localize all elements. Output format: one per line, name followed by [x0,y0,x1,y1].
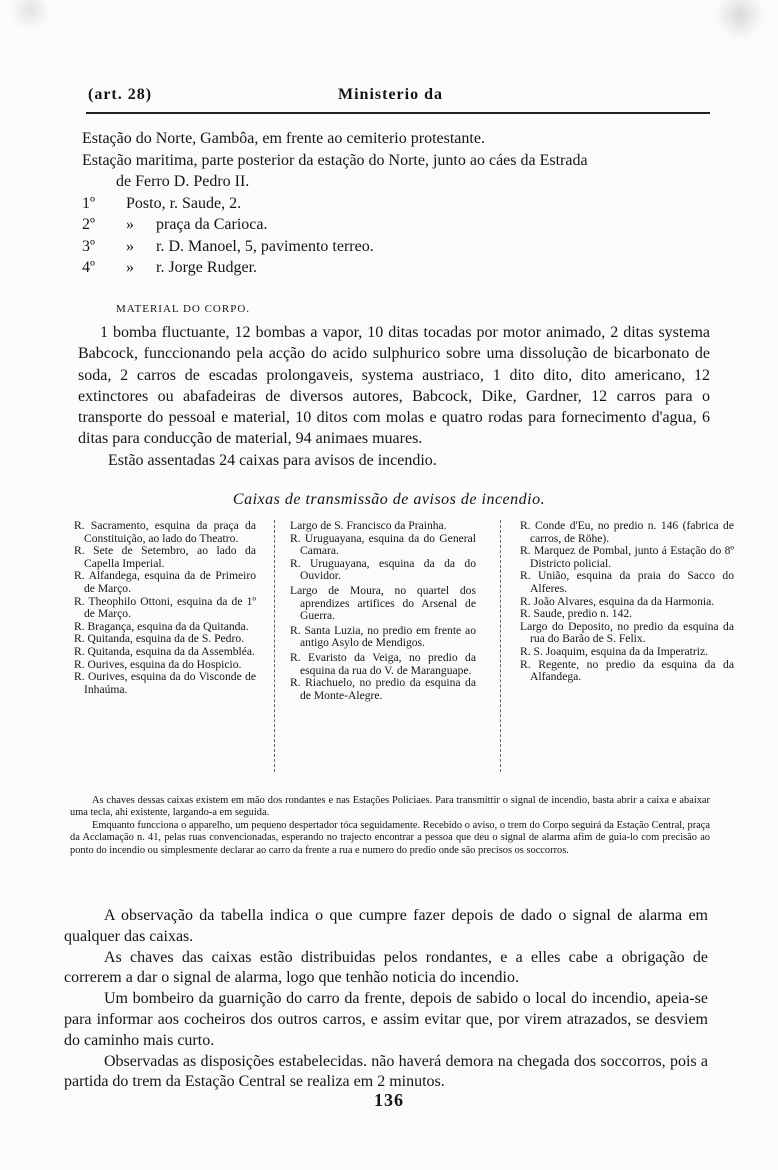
posto-address: r. Jorge Rudger. [156,259,258,276]
box-entry: R. Ourives, esquina da do Hospicio. [74,657,242,671]
final-paragraph: As chaves das caixas estão distribuidas pelos rondantes, e a elles cabe a obrigação de correrem a dar o signal de alarma, logo que tenhão noticia do incendio. [64,948,708,987]
posto-line [82,236,712,258]
column-3 [520,520,734,684]
page-number: 136 [374,1090,404,1110]
box-entry: R. Quitanda, esquina da de S. Pedro. [74,632,245,646]
box-entry: R. Riachuelo, no predio da esquina da de Monte-Alegre. [290,676,476,702]
material-text [78,322,710,471]
column-1 [74,520,256,696]
posto-line [82,214,712,236]
posto-number: 2º [82,216,95,233]
posto-mark: » [126,259,134,276]
column-divider [500,520,501,772]
posto-line [82,257,712,279]
box-entry: R. Uruguayana, esquina da do General Camara. [290,531,476,558]
header-rule [86,112,710,114]
box-entry: R. Ourives, esquina da do Visconde de Inhaúma. [74,670,256,696]
posto-number: 1º [82,194,95,212]
box-entry: R. União, esquina da praia do Sacco do Alferes. [520,569,734,595]
posto-mark: » [126,237,134,255]
notes [70,795,710,857]
final-text [64,906,708,1093]
note-paragraph: Emquanto funcciona o apparelho, um pequeno despertador tóca seguidamente. Recebido o aviso, o trem do Corpo seguirá da Estação Central, praça da Acclamação n. 41, pelas ruas convencionadas, esperando no trajecto encontrar a pessoa que deu o signal de alarma afim de guia-lo com precisão ao ponto do incendio ou simplesmente declarar ao carro da frente a rua e numero do predio onde são precisos os soccorros. [70,819,710,856]
page-header [88,86,708,110]
box-entry: R. Theophilo Ottoni, esquina da de 1º de Março. [74,594,256,621]
box-entry: R. Conde d'Eu, no predio n. 146 (fabrica de carros, de Röhe). [520,519,734,545]
boxes-paragraph: Estão assentadas 24 caixas para avisos de incendio. [108,451,437,469]
box-entry: R. Sete de Setembro, ao lado da Capella Imperial. [74,544,256,570]
box-entry: R. Sacramento, esquina da praça da Constituição, ao lado do Theatro. [74,519,256,545]
box-entry: R. Evaristo da Veiga, no predio da esquina da rua do V. de Maranguape. [290,650,476,677]
posto-number: 3º [82,237,95,255]
scan-noise [0,0,778,40]
box-entry: R. Santa Luzia, no predio em frente ao antigo Asylo de Mendigos. [290,623,476,650]
posto-number: 4º [82,259,95,276]
box-entry: R. Marquez de Pombal, junto á Estação do 8º Districto policial. [520,544,734,570]
box-entry: R. Regente, no predio da esquina da da Alfandega. [520,657,734,684]
section-title: MATERIAL DO CORPO. [116,303,251,315]
column-2 [290,520,476,702]
box-entry: R. S. Joaquim, esquina da da Imperatriz. [520,644,709,658]
posto-mark: » [126,216,134,233]
header-article: (art. 28) [88,86,153,103]
final-paragraph: Observadas as disposições estabelecidas. não haverá demora na chegada dos soccorros, pois a partida do trem da Estação Central se realiza em 2 minutos. [64,1052,708,1091]
posto-address: praça da Carioca. [156,216,268,233]
box-entry: R. Saude, predio n. 142. [520,607,633,621]
box-entry: Largo de Moura, no quartel dos aprendizes artifices do Arsenal de Guerra. [290,583,476,623]
station-line: de Ferro D. Pedro II. [116,173,250,190]
table-caption: Caixas de transmissão de avisos de incendio. [232,491,546,508]
box-entry: Largo de S. Francisco da Prainha. [290,519,447,532]
box-entry: R. Bragança, esquina da da Quitanda. [74,619,249,633]
box-entry: R. João Alvares, esquina da da Harmonia. [520,594,715,608]
station-line: Estação do Norte, Gambôa, em frente ao cemiterio protestante. [82,130,485,147]
material-paragraph: 1 bomba fluctuante, 12 bombas a vapor, 10 ditas tocadas por motor animado, 2 ditas systema Babcock, funccionando pela acção do acido sulphurico sobre uma dissolução de bicarbonato de soda, 2 carros de escadas prolongaveis, systema austriaco, 1 dito dito, dito americano, 12 extinctores ou abafadeiras de diversos autores, Babcock, Dike, Gardner, 12 carros para o transporte do pessoal e material, 10 ditos com molas e quatro rodas para fornecimento d'agua, 6 ditas para conducção de material, 94 animaes muares. [78,324,710,448]
posto-address: r. Saude, 2. [169,194,242,212]
posto-line [82,193,712,215]
posto-address: r. D. Manoel, 5, pavimento terreo. [156,237,374,255]
final-paragraph: Um bombeiro da guarnição do carro da frente, depois de sabido o local do incendio, apeia-se para informar aos cocheiros dos outros carros, e assim evitar que, por virem atrazados, se desviem do caminho mais curto. [64,990,708,1049]
boxes-table [74,520,734,776]
stations-list [82,128,712,279]
box-entry: R. Uruguayana, esquina da da do Ouvidor. [290,556,476,583]
final-paragraph: A observação da tabella indica o que cumpre fazer depois de dado o signal de alarma em qualquer das caixas. [64,907,708,945]
box-entry: R. Quitanda, esquina da da Assembléa. [74,644,255,658]
box-entry: R. Alfandega, esquina da de Primeiro de Março. [74,569,256,595]
header-title: Ministerio da [338,86,443,103]
posto-mark: Posto, [126,194,166,212]
note-paragraph: As chaves dessas caixas existem em mão dos rondantes e nas Estações Policiaes. Para transmittir o signal de incendio, basta abrir a caixa e abaixar uma tecla, ahi existente, largando-a em seguida. [70,795,710,819]
column-divider [274,520,275,772]
station-line: Estação maritima, parte posterior da estação do Norte, junto ao cáes da Estrada [82,151,588,169]
box-entry: Largo do Deposito, no predio da esquina da rua do Barão de S. Felix. [520,619,734,646]
